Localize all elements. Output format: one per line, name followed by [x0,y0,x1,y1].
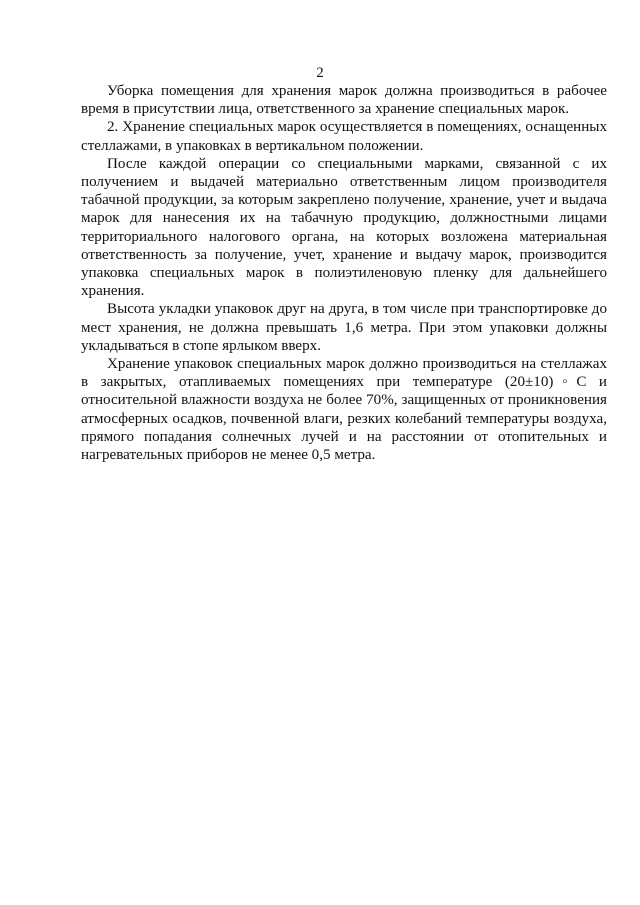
paragraph-storage-rule-2: 2. Хранение специальных марок осуществляется в помещениях, оснащенных стеллажами, в упаковках в вертикальном положении. [81,119,607,154]
paragraph-room-cleaning: Уборка помещения для хранения марок должна производиться в рабочее время в присутствии лица, ответственного за хранение специальных марок. [81,83,607,118]
paragraph-storage-conditions: Хранение упаковок специальных марок должно производиться на стеллажах в закрытых, отапливаемых помещениях при температуре (20±10)◦С и относительной влажности воздуха не более 70%, защищенных от проникновения атмосферных осадков, почвенной влаги, резких колебаний температуры воздуха, прямого попадания солнечных лучей и на расстоянии от отопительных и нагревательных приборов не менее 0,5 метра. [81,356,607,464]
document-body [81,82,607,464]
page-number: 2 [316,65,324,81]
paragraph-stacking-height: Высота укладки упаковок друг на друга, в том числе при транспортировке до мест хранения, не должна превышать 1,6 метра. При этом упаковки должны укладываться в стопе ярлыком вверх. [81,301,607,354]
paragraph-packaging-after-operation: После каждой операции со специальными марками, связанной с их получением и выдачей материально ответственным лицом производителя табачной продукции, за которым закреплено получение, хранение, учет и выдача марок для нанесения их на табачную продукцию, должностными лицами территориального налогового органа, на которых возложена материальная ответственность за получение, учет, хранение и выдачу марок, производится упаковка специальных марок в полиэтиленовую пленку для дальнейшего хранения. [81,155,607,300]
